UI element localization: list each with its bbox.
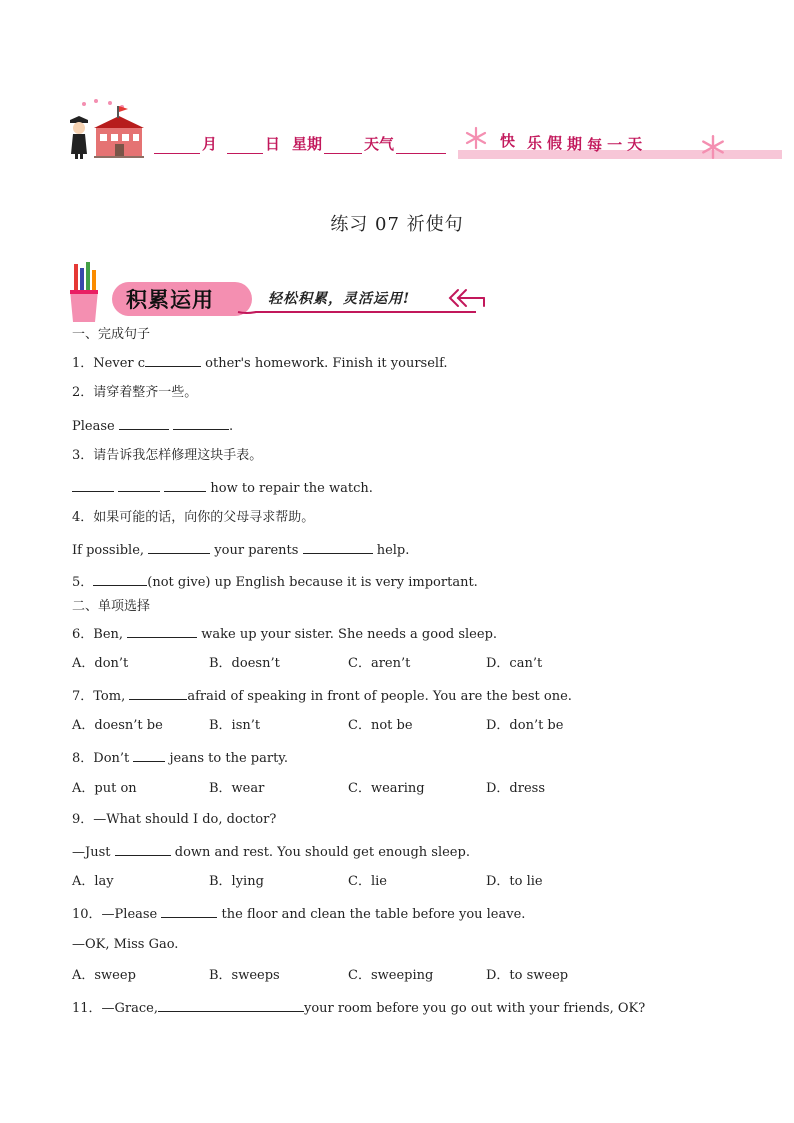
question-text: 6．Ben,: [72, 627, 128, 642]
answer-blank[interactable]: [93, 574, 147, 586]
slogan-char: 假: [547, 134, 563, 152]
question-4: [72, 511, 314, 524]
section-heading: 一、完成句子: [72, 327, 151, 342]
option-c[interactable]: C．wearing: [348, 781, 425, 796]
option-b[interactable]: B．lying: [209, 874, 264, 889]
answer-blank[interactable]: [173, 418, 229, 430]
answer-blank[interactable]: [119, 418, 169, 430]
question-2: [72, 386, 197, 399]
question-text: down and rest. You should get enough sleep.: [170, 845, 470, 860]
answer-blank[interactable]: [115, 844, 171, 856]
slogan-char: 期: [567, 135, 583, 153]
option-c[interactable]: C．aren’t: [348, 656, 411, 671]
answer-blank[interactable]: [118, 480, 160, 492]
question-text: 11．—Grace,: [72, 1001, 158, 1016]
answer-blank[interactable]: [129, 688, 187, 700]
option-a[interactable]: A．don’t: [72, 656, 129, 671]
option-d[interactable]: D．dress: [486, 781, 545, 796]
slogan-char: 每: [587, 136, 603, 154]
question-text: 7．Tom,: [72, 689, 130, 704]
answer-blank[interactable]: [164, 480, 206, 492]
holiday-slogan: [500, 130, 647, 154]
option-c[interactable]: C．sweeping: [348, 968, 434, 983]
double-arrow-icon: [446, 288, 486, 308]
answer-blank[interactable]: [145, 355, 201, 367]
question-8: [72, 750, 288, 765]
question-5: [72, 574, 478, 589]
weather-label: 天气: [364, 135, 395, 153]
option-b[interactable]: B．isn’t: [209, 718, 261, 733]
section-heading: 二、单项选择: [72, 599, 151, 614]
question-number: 1．: [72, 356, 94, 371]
graduate-school-icon: [66, 98, 146, 160]
day-blank: [227, 136, 263, 154]
question-9: 9．—What should I do, doctor?: [72, 812, 277, 827]
day-label: 日: [265, 135, 281, 153]
question-number: 5．: [72, 575, 94, 590]
question-3-answer-line: [72, 480, 373, 495]
question-text: 10．—Please: [72, 907, 162, 922]
question-text: afraid of speaking in front of people. You are the best one.: [187, 689, 572, 704]
question-text: how to repair the watch.: [206, 481, 373, 496]
question-10-line-2: —OK, Miss Gao.: [72, 937, 179, 952]
question-text: the floor and clean the table before you leave.: [217, 907, 526, 922]
answer-blank[interactable]: [303, 542, 373, 554]
question-chinese: 请穿着整齐一些。: [93, 385, 198, 400]
question-number: 4．: [72, 510, 94, 525]
question-text: 8．Don’t: [72, 751, 134, 766]
pencil-cup-icon: [68, 262, 104, 322]
option-a[interactable]: A．lay: [72, 874, 114, 889]
question-text: (not give) up English because it is very important.: [147, 575, 478, 590]
question-number: 2．: [72, 385, 94, 400]
question-4-answer-line: [72, 542, 409, 557]
banner-label: 积累运用: [126, 288, 214, 312]
answer-blank[interactable]: [148, 542, 210, 554]
question-6: [72, 626, 497, 641]
question-text: jeans to the party.: [165, 751, 289, 766]
answer-blank[interactable]: [72, 480, 114, 492]
question-9-line-2: [72, 844, 470, 859]
option-d[interactable]: D．can’t: [486, 656, 543, 671]
question-11: [72, 1000, 645, 1015]
option-d[interactable]: D．to lie: [486, 874, 543, 889]
option-c[interactable]: C．lie: [348, 874, 387, 889]
month-label: 月: [202, 135, 218, 153]
month-blank: [154, 136, 200, 154]
option-b[interactable]: B．doesn’t: [209, 656, 280, 671]
option-c[interactable]: C．not be: [348, 718, 413, 733]
option-d[interactable]: D．don’t be: [486, 718, 564, 733]
question-number: 3．: [72, 448, 94, 463]
option-b[interactable]: B．sweeps: [209, 968, 280, 983]
slogan-char: 天: [627, 135, 643, 153]
option-d[interactable]: D．to sweep: [486, 968, 569, 983]
slogan-char: 乐: [527, 134, 543, 152]
question-chinese: 如果可能的话，向你的父母寻求帮助。: [93, 510, 315, 525]
question-text: other's homework. Finish it yourself.: [201, 356, 448, 371]
question-text: —Just: [72, 845, 115, 860]
banner-tagline: 轻松积累，灵活运用!: [268, 291, 411, 307]
answer-blank[interactable]: [133, 750, 165, 762]
question-text: your parents: [210, 543, 303, 558]
option-a[interactable]: A．doesn’t be: [72, 718, 163, 733]
answer-blank[interactable]: [127, 626, 197, 638]
answer-blank[interactable]: [158, 1000, 304, 1012]
question-chinese: 请告诉我怎样修理这块手表。: [93, 448, 263, 463]
option-b[interactable]: B．wear: [209, 781, 265, 796]
question-3: [72, 449, 262, 462]
question-text: help.: [372, 543, 410, 558]
question-text: Never c: [93, 356, 146, 371]
option-a[interactable]: A．sweep: [72, 968, 136, 983]
snowflake-icon: [464, 126, 488, 150]
page-title: 练习 07 祈使句: [330, 214, 464, 235]
answer-blank[interactable]: [161, 906, 217, 918]
question-7: [72, 688, 572, 703]
weekday-blank: [324, 136, 362, 154]
question-10: [72, 906, 525, 921]
page-header: [0, 90, 794, 170]
weather-blank: [396, 136, 446, 154]
weekday-label: 星期: [292, 135, 323, 153]
question-text: If possible,: [72, 543, 149, 558]
slogan-char: 快: [500, 132, 516, 150]
slogan-char: 一: [607, 136, 623, 154]
option-a[interactable]: A．put on: [72, 781, 137, 796]
question-text: .: [229, 419, 234, 434]
question-text: your room before you go out with your friends, OK?: [304, 1001, 646, 1016]
question-1: [72, 355, 448, 370]
question-text: wake up your sister. She needs a good sleep.: [197, 627, 498, 642]
snowflake-icon: [700, 134, 726, 160]
question-2-answer-line: [72, 418, 233, 433]
section-banner: [68, 262, 488, 322]
question-text: Please: [72, 419, 119, 434]
date-weather-row: [152, 130, 448, 154]
